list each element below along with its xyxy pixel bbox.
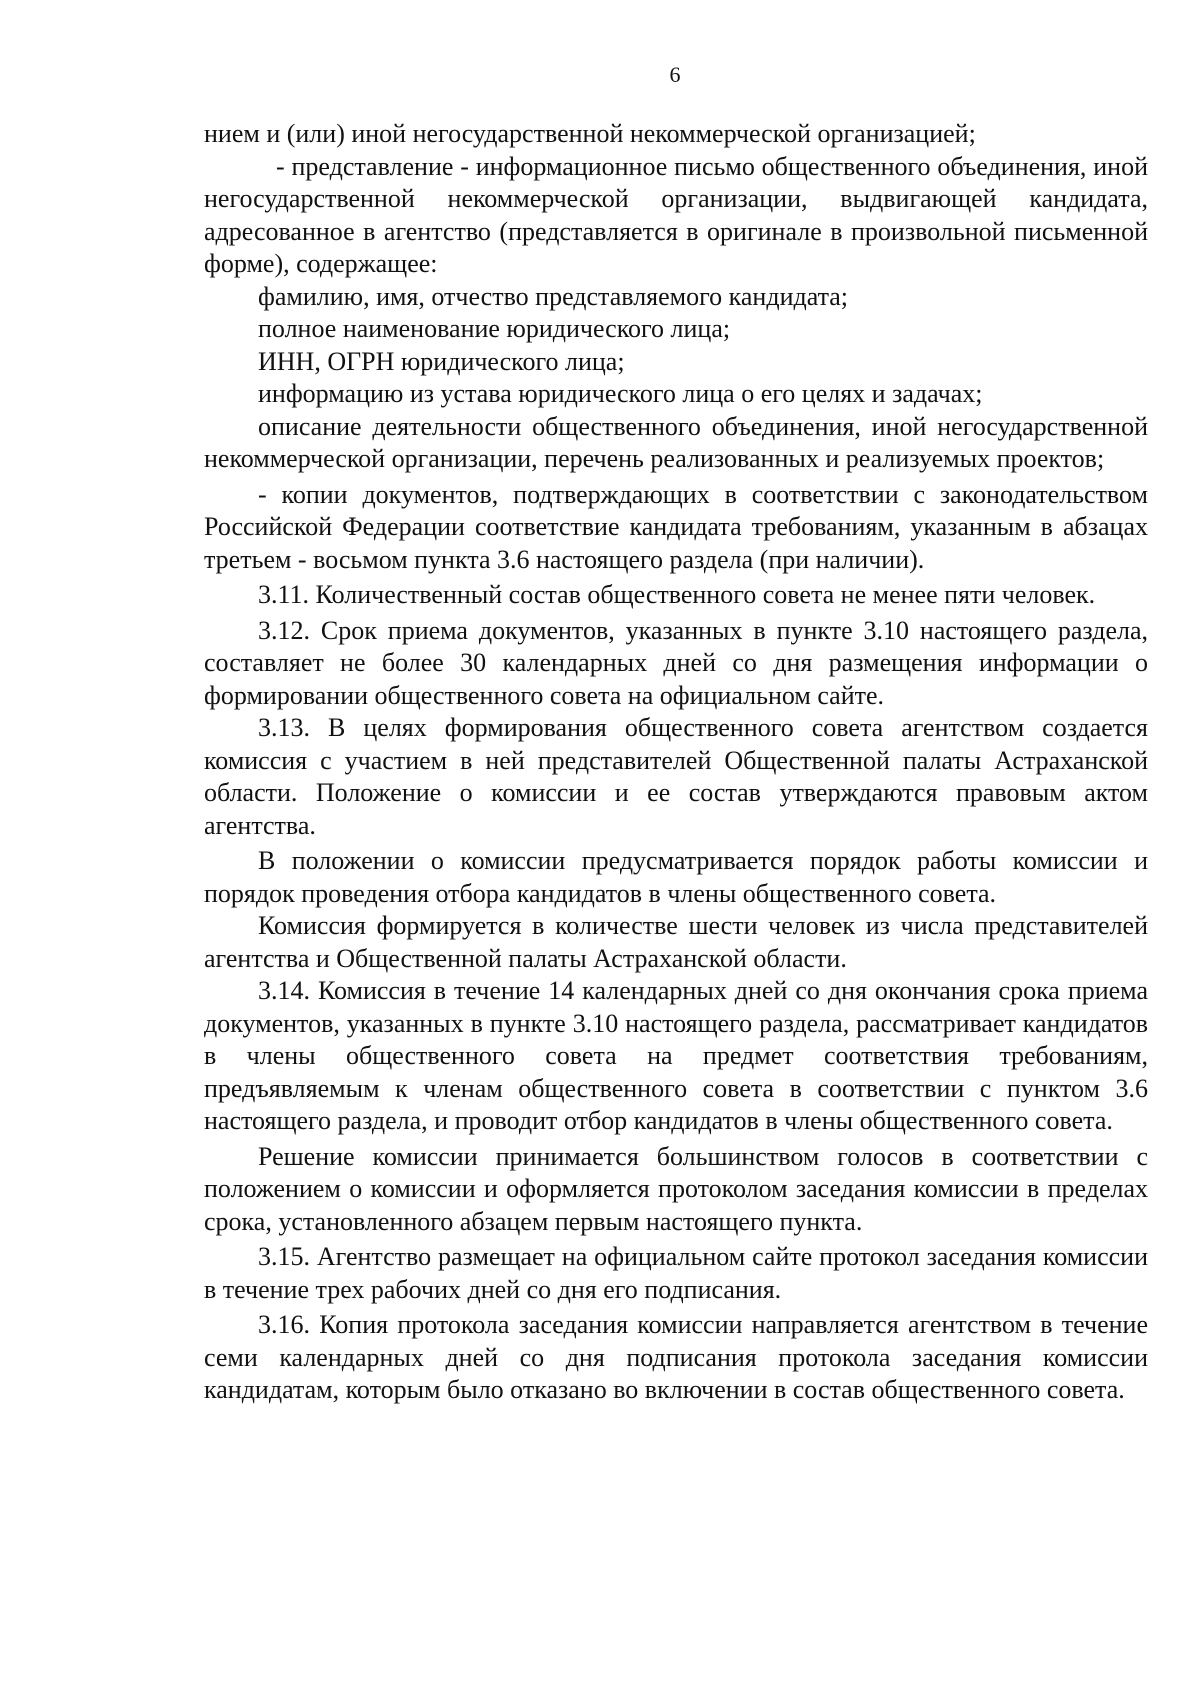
- list-item-charter-info: информацию из устава юридического лица о его целях и задачах;: [258, 379, 983, 408]
- paragraph-commission-decision: Решение комиссии принимается большинством голосов в соответствии с положением о комиссии и оформляется протоколом заседания комиссии в пределах срока, установленного абзацем первым настоящего пункта.: [204, 1141, 1148, 1236]
- clause-3-12: 3.12. Срок приема документов, указанных в пункте 3.10 настоящего раздела, составляет не более 30 календарных дней со дня размещения информации о формировании общественного совета на официальном сайте.: [204, 615, 1148, 710]
- clause-3-15: 3.15. Агентство размещает на официальном сайте протокол заседания комиссии в течение трех рабочих дней со дня его подписания.: [204, 1242, 1148, 1304]
- list-item-activity-description: описание деятельности общественного объединения, иной негосударственной некоммерческой организации, перечень реализованных и реализуемых проектов;: [204, 411, 1148, 473]
- paragraph-representation: - представление - информационное письмо общественного объединения, иной негосударственной некоммерческой организации, выдвигающей кандидата, адресованное в агентство (представляется в оригинале в произвольной письменной форме), содержащее:: [204, 151, 1148, 278]
- clause-3-13: 3.13. В целях формирования общественного совета агентством создается комиссия с участием в ней представителей Общественной палаты Астраханской области. Положение о комиссии и ее состав утверждаются правовым актом агентства.: [204, 713, 1148, 840]
- paragraph-commission-regulation: В положении о комиссии предусматривается порядок работы комиссии и порядок проведения отбора кандидатов в члены общественного совета.: [204, 846, 1148, 908]
- clause-3-14: 3.14. Комиссия в течение 14 календарных дней со дня окончания срока приема документов, указанных в пункте 3.10 настоящего раздела, рассматривает кандидатов в члены общественного совета на предмет соответствия требованиям, предъявляемым к членам общественного совета в соответствии с пунктом 3.6 настоящего раздела, и проводит отбор кандидатов в члены общественного совета.: [204, 976, 1148, 1135]
- paragraph-document-copies: - копии документов, подтверждающих в соответствии с законодательством Российской Федерации соответствие кандидата требованиям, указанным в абзацах третьем - восьмом пункта 3.6 настоящего раздела (при наличии).: [204, 479, 1148, 574]
- list-item-inn-ogrn: ИНН, ОГРН юридического лица;: [258, 346, 625, 376]
- clause-3-11: 3.11. Количественный состав общественного совета не менее пяти человек.: [258, 580, 1096, 609]
- clause-3-16: 3.16. Копия протокола заседания комиссии направляется агентством в течение семи календарных дней со дня подписания протокола заседания комиссии кандидатам, которым было отказано во включении в состав общественного совета.: [204, 1310, 1148, 1404]
- page-number: 6: [669, 62, 681, 87]
- paragraph-commission-size: Комиссия формируется в количестве шести человек из числа представителей агентства и Общественной палаты Астраханской области.: [204, 911, 1148, 973]
- list-item-legal-name: полное наименование юридического лица;: [258, 314, 731, 343]
- paragraph-continuation: нием и (или) иной негосударственной некоммерческой организацией;: [204, 119, 976, 148]
- list-item-full-name: фамилию, имя, отчество представляемого кандидата;: [258, 281, 849, 311]
- document-body: [204, 118, 1148, 1407]
